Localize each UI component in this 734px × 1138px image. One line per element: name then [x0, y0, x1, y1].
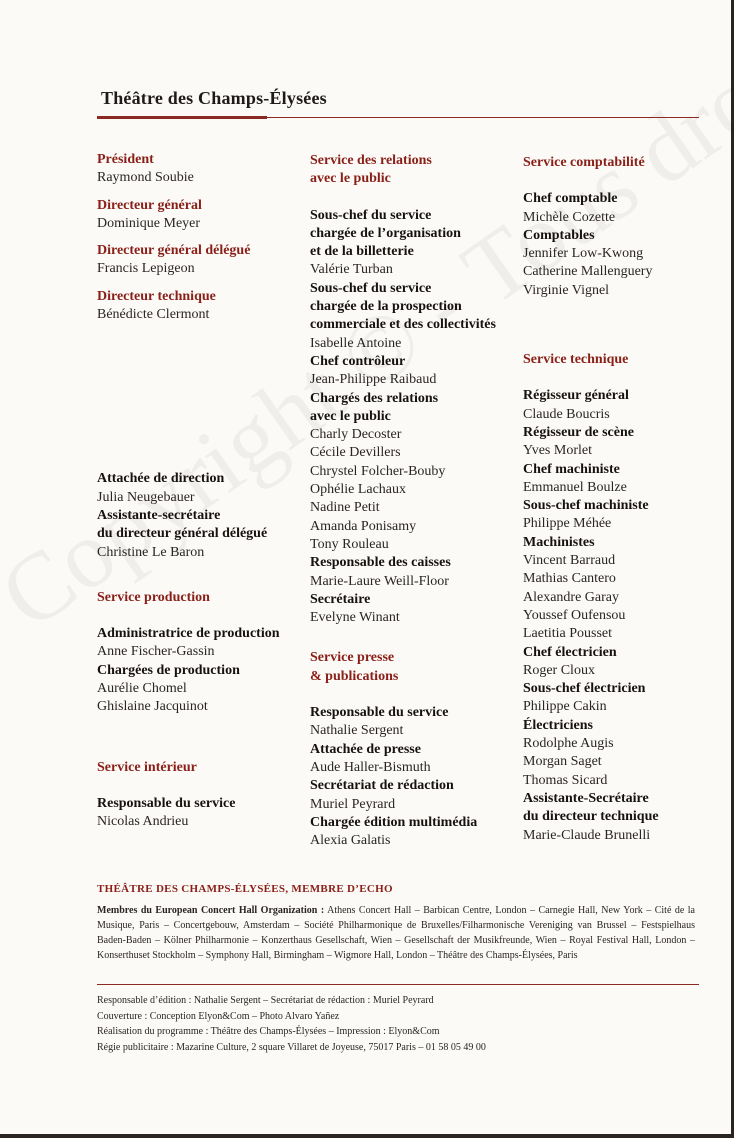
role-label: Responsable des caisses: [310, 555, 451, 571]
role-label: du directeur technique: [523, 809, 659, 825]
header-rule-accent: [97, 116, 267, 119]
person-name: Emmanuel Boulze: [523, 479, 627, 495]
person-name: Aurélie Chomel: [97, 681, 187, 697]
section-heading-presse: & publications: [310, 668, 399, 684]
role-label: avec le public: [310, 408, 391, 424]
role-label: Directeur général délégué: [97, 243, 251, 259]
person-name: Thomas Sicard: [523, 772, 608, 788]
person-name: Evelyne Winant: [310, 610, 400, 626]
role-label: Administratrice de production: [97, 626, 280, 642]
role-label: Responsable du service: [310, 705, 449, 721]
person-name: Nadine Petit: [310, 500, 380, 516]
role-label: Sous-chef du service: [310, 280, 432, 296]
role-label: Chef machiniste: [523, 461, 620, 477]
person-name: Jean-Philippe Raibaud: [310, 372, 437, 388]
role-label: Directeur technique: [97, 288, 216, 304]
echo-members-text: [97, 903, 695, 963]
person-name: Julia Neugebauer: [97, 489, 195, 505]
role-label: Directeur général: [97, 197, 202, 213]
person-name: Isabelle Antoine: [310, 335, 402, 351]
person-name: Tony Rouleau: [310, 536, 389, 552]
person-name: Jennifer Low-Kwong: [523, 246, 644, 262]
role-label: Chargés des relations: [310, 390, 439, 406]
role-label: Attachée de direction: [97, 471, 225, 487]
page-title: Théâtre des Champs-Élysées: [101, 88, 327, 108]
role-label: Chef contrôleur: [310, 353, 406, 369]
person-name: Philippe Méhée: [523, 516, 612, 532]
person-name: Bénédicte Clermont: [97, 307, 210, 323]
role-label: Secrétaire: [310, 591, 371, 607]
credit-line: Couverture : Conception Elyon&Com – Photo Alvaro Yañez: [97, 1010, 340, 1022]
person-name: Alexandre Garay: [523, 589, 620, 605]
person-name: Michèle Cozette: [523, 209, 616, 225]
person-name: Dominique Meyer: [97, 215, 201, 231]
credit-line: Responsable d’édition : Nathalie Sergent – Secrétariat de rédaction : Muriel Peyrard: [97, 995, 434, 1006]
person-name: Mathias Cantero: [523, 571, 616, 587]
section-heading-relations: Service des relations: [310, 153, 432, 168]
person-name: Nicolas Andrieu: [97, 814, 189, 830]
section-heading-interieur: Service intérieur: [97, 759, 197, 775]
echo-members-list: Athens Concert Hall – Barbican Centre, London – Carnegie Hall, New York – Cité de la Musique, Paris – Concertgebouw, Amsterdam – Société Philharmonique de Bruxelles/Filharmonische Vereniging van Brussel – Festspielhaus Baden-Baden – Kölner Philharmonie – Konzerthaus Gesellschaft, Wien – Gesellschaft der Musikfreunde, Wien – Royal Festival Hall, London – Konserthuset Stockholm – Symphony Hall, Birmingham – Wigmore Hall, London – Théâtre des Champs-Élysées, Paris: [97, 905, 695, 961]
person-name: Marie-Laure Weill-Floor: [310, 573, 449, 589]
section-heading-production: Service production: [97, 589, 210, 605]
role-label: Chargée édition multimédia: [310, 814, 478, 830]
credits: [97, 993, 486, 1055]
person-name: Christine Le Baron: [97, 544, 205, 560]
role-label: Machinistes: [523, 534, 595, 550]
role-label: Attachée de presse: [310, 741, 421, 757]
person-name: Raymond Soubie: [97, 170, 194, 186]
section-heading-comptabilite: Service comptabilité: [523, 155, 645, 170]
person-name: Vincent Barraud: [523, 553, 616, 569]
footer-rule: [97, 984, 699, 985]
role-label: Électriciens: [523, 717, 593, 733]
person-name: Chrystel Folcher-Bouby: [310, 463, 446, 479]
person-name: Laetitia Pousset: [523, 626, 613, 642]
person-name: Francis Lepigeon: [97, 261, 195, 277]
section-heading-presse: Service presse: [310, 650, 395, 666]
role-label: Chef électricien: [523, 644, 617, 660]
person-name: Morgan Saget: [523, 754, 602, 770]
person-name: Cécile Devillers: [310, 445, 401, 461]
credit-line: Réalisation du programme : Théâtre des Champs-Élysées – Impression : Elyon&Com: [97, 1026, 440, 1037]
person-name: Philippe Cakin: [523, 699, 607, 715]
role-label: du directeur général délégué: [97, 526, 268, 542]
section-heading-technique: Service technique: [523, 352, 629, 368]
role-label: Régisseur général: [523, 388, 629, 404]
person-name: Youssef Oufensou: [523, 607, 626, 623]
person-name: Marie-Claude Brunelli: [523, 827, 651, 843]
role-label: Chargées de production: [97, 662, 240, 678]
role-label: Comptables: [523, 227, 595, 243]
person-name: Claude Boucris: [523, 406, 610, 422]
person-name: Yves Morlet: [523, 443, 592, 459]
echo-members-label: Membres du European Concert Hall Organization :: [97, 905, 325, 916]
role-label: et de la billetterie: [310, 244, 414, 260]
person-name: Muriel Peyrard: [310, 796, 396, 812]
role-label: Sous-chef électricien: [523, 681, 646, 697]
person-name: Aude Haller-Bismuth: [310, 759, 431, 775]
role-label: Sous-chef machiniste: [523, 498, 649, 514]
role-label: Sous-chef du service: [310, 207, 432, 223]
person-name: Ghislaine Jacquinot: [97, 699, 208, 715]
column-direction: [97, 151, 280, 832]
person-name: Valérie Turban: [310, 262, 393, 278]
role-label: commerciale et des collectivités: [310, 317, 496, 333]
role-label: Assistante-secrétaire: [97, 507, 221, 523]
person-name: Virginie Vignel: [523, 282, 610, 298]
echo-heading: THÉÂTRE DES CHAMPS-ÉLYSÉES, MEMBRE D’ECHO: [97, 883, 393, 895]
person-name: Rodolphe Augis: [523, 736, 614, 752]
role-label: Secrétariat de rédaction: [310, 778, 454, 794]
credit-line: Régie publicitaire : Mazarine Culture, 2 square Villaret de Joyeuse, 75017 Paris – 01 58 05 49 00: [97, 1041, 486, 1053]
person-name: Nathalie Sergent: [310, 723, 404, 739]
role-label: Régisseur de scène: [523, 424, 634, 440]
role-label: Président: [97, 152, 154, 167]
column-relations-presse: [310, 152, 496, 850]
role-label: chargée de l’organisation: [310, 225, 461, 241]
person-name: Charly Decoster: [310, 427, 402, 443]
section-heading-relations: avec le public: [310, 171, 391, 187]
role-label: Assistante-Secrétaire: [523, 790, 649, 806]
role-label: Responsable du service: [97, 795, 236, 811]
person-name: Amanda Ponisamy: [310, 518, 417, 534]
person-name: Alexia Galatis: [310, 833, 391, 849]
person-name: Catherine Mallenguery: [523, 264, 653, 280]
column-compta-technique: [523, 154, 659, 845]
person-name: Roger Cloux: [523, 662, 595, 678]
person-name: Ophélie Lachaux: [310, 482, 407, 498]
role-label: Chef comptable: [523, 191, 618, 207]
role-label: chargée de la prospection: [310, 299, 462, 315]
person-name: Anne Fischer-Gassin: [97, 644, 215, 660]
